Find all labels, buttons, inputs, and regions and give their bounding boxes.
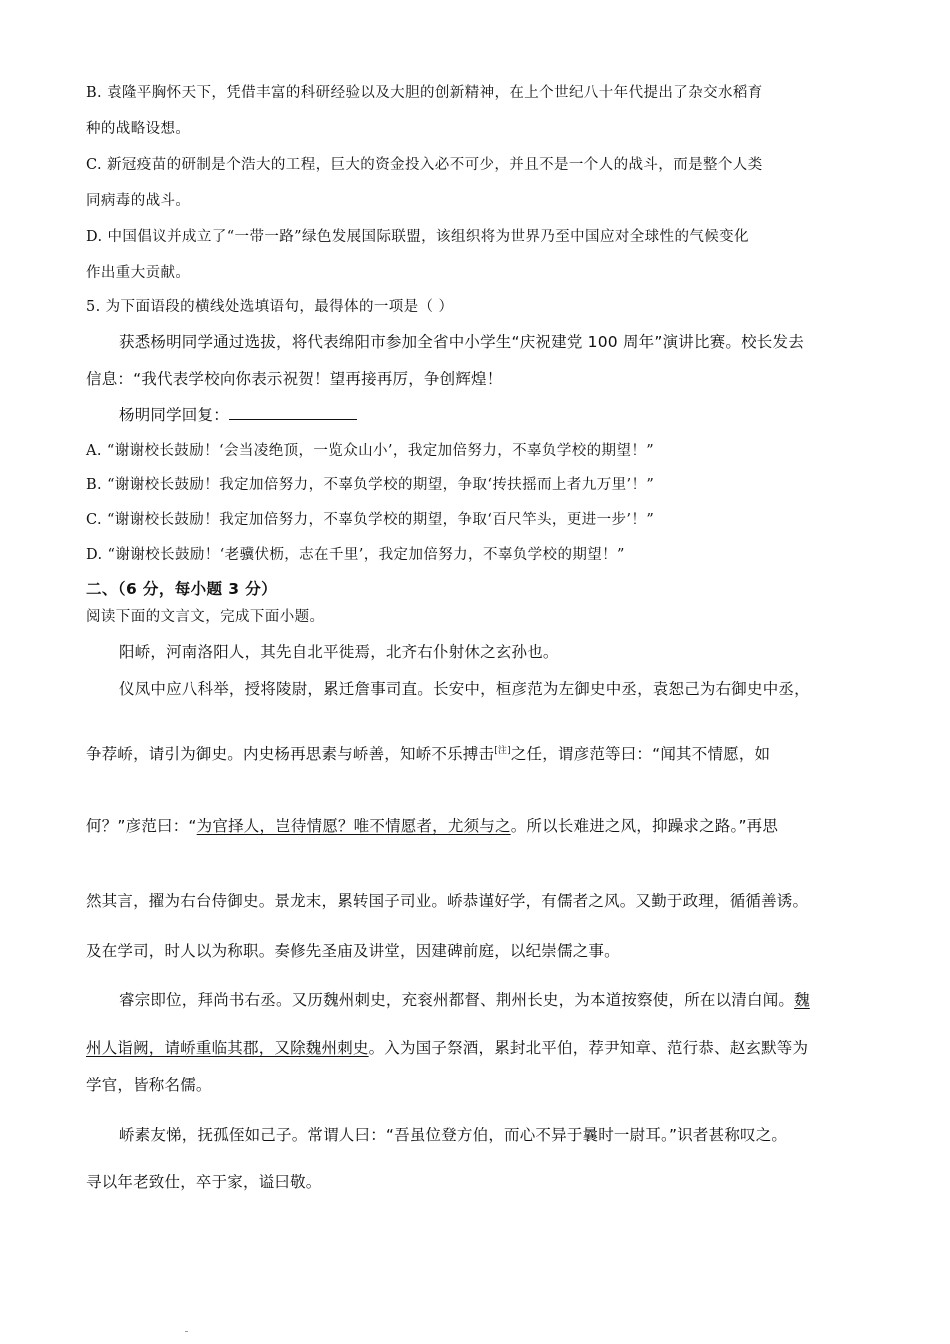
section-2-heading: 二、（6 分，每小题 3 分） — [86, 580, 278, 598]
passage-p3-line-3: 学官，皆称名儒。 — [86, 1076, 212, 1094]
passage-p2-line-2 — [86, 741, 770, 764]
passage-p1: 阳峤，河南洛阳人，其先自北平徙焉，北齐右仆射休之玄孙也。 — [119, 643, 559, 661]
q5-reply-label: 杨明同学回复： — [119, 406, 229, 424]
passage-p3-line-1 — [119, 990, 810, 1010]
q4-option-c-line-1: C. 新冠疫苗的研制是个浩大的工程，巨大的资金投入必不可少，并且不是一个人的战斗，而是整个人类 — [86, 157, 763, 173]
passage-p2-line-3a: 何？”彦范曰：“ — [86, 817, 197, 835]
q5-paragraph-line-1: 获悉杨明同学通过选拔，将代表绵阳市参加全省中小学生“庆祝建党 100 周年”演讲比赛。校长发去 — [119, 333, 804, 351]
q5-option-a: A. “谢谢校长鼓励！‘会当凌绝顶，一览众山小’，我定加倍努力，不辜负学校的期望！” — [86, 443, 655, 459]
note-marker: [注] — [494, 746, 511, 756]
underlined-sentence-2: 州人诣阙，请峤重临其郡，又除魏州刺史 — [86, 1039, 369, 1057]
q5-option-c: C. “谢谢校长鼓励！我定加倍努力，不辜负学校的期望，争取‘百尺竿头，更进一步’！” — [86, 512, 655, 528]
q5-reply — [119, 405, 357, 425]
q5-answer-blank — [229, 405, 357, 420]
q5-stem: 5. 为下面语段的横线处选填语句，最得体的一项是（ ） — [86, 299, 454, 315]
q5-option-b: B. “谢谢校长鼓励！我定加倍努力，不辜负学校的期望，争取‘抟扶摇而上者九万里’！” — [86, 477, 655, 493]
passage-p2-line-2a: 争荐峤，请引为御史。内史杨再思素与峤善，知峤不乐搏击 — [86, 745, 495, 764]
passage-p2-line-2b: 之任，谓彦范等曰：“闻其不情愿，如 — [510, 745, 771, 764]
underlined-sentence-2-start: 魏 — [794, 991, 810, 1009]
footer-mark — [185, 1331, 188, 1332]
q4-option-c-line-2: 同病毒的战斗。 — [86, 193, 191, 209]
passage-p4-line-2: 寻以年老致仕，卒于家，谥曰敬。 — [86, 1173, 322, 1191]
underlined-sentence-1: 为官择人，岂待情愿？唯不情愿者，尤须与之 — [196, 817, 511, 835]
q4-option-b-line-1: B. 袁隆平胸怀天下，凭借丰富的科研经验以及大胆的创新精神，在上个世纪八十年代提出了杂交水稻育 — [86, 85, 763, 101]
passage-p2-line-3b: 。所以长难进之风，抑躁求之路。”再思 — [510, 817, 779, 835]
q4-option-d-line-1: D. 中国倡议并成立了“一带一路”绿色发展国际联盟，该组织将为世界乃至中国应对全球性的气候变化 — [86, 229, 749, 245]
passage-p2-line-5: 及在学司，时人以为称职。奏修先圣庙及讲堂，因建碑前庭，以纪崇儒之事。 — [86, 942, 620, 960]
passage-p2-line-3 — [86, 816, 778, 836]
section-2-instruction: 阅读下面的文言文，完成下面小题。 — [86, 609, 325, 625]
passage-p2-line-4: 然其言，擢为右台侍御史。景龙末，累转国子司业。峤恭谨好学，有儒者之风。又勤于政理，循循善诱。 — [86, 892, 809, 910]
q5-option-d: D. “谢谢校长鼓励！‘老骥伏枥，志在千里’，我定加倍努力，不辜负学校的期望！” — [86, 547, 625, 563]
passage-p3-line-2b: 。入为国子祭酒，累封北平伯，荐尹知章、范行恭、赵玄默等为 — [368, 1039, 809, 1057]
q4-option-b-line-2: 种的战略设想。 — [86, 121, 191, 137]
q5-paragraph-line-2: 信息：“我代表学校向你表示祝贺！望再接再厉，争创辉煌！ — [86, 370, 503, 388]
passage-p2-line-1: 仪凤中应八科举，授将陵尉，累迁詹事司直。长安中，桓彦范为左御史中丞，袁恕己为右御史中丞， — [119, 680, 810, 698]
passage-p4-line-1: 峤素友悌，抚孤侄如己子。常谓人曰：“吾虽位登方伯，而心不异于曩时一尉耳。”识者甚称叹之。 — [119, 1126, 788, 1144]
q4-option-d-line-2: 作出重大贡献。 — [86, 265, 191, 281]
passage-p3-line-1a: 睿宗即位，拜尚书右丞。又历魏州刺史，充衮州都督、荆州长史，为本道按察使，所在以清白闻。 — [119, 991, 795, 1009]
passage-p3-line-2 — [86, 1038, 808, 1058]
